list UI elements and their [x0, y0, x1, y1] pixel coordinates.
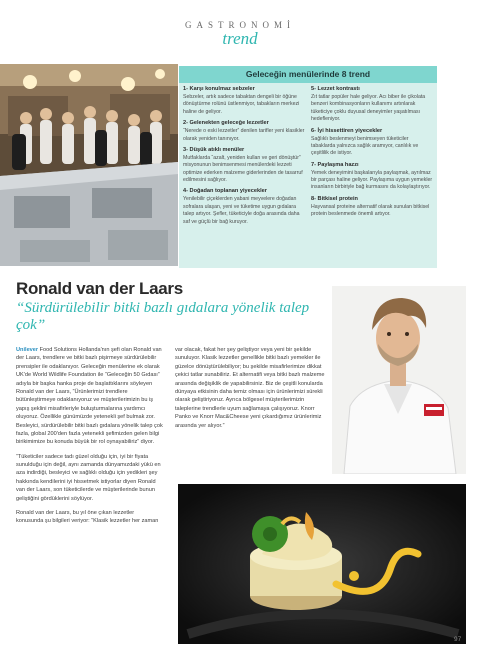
chef-portrait-photo — [332, 286, 466, 474]
masthead — [175, 20, 305, 49]
trend-item — [311, 86, 433, 124]
trend-box-title: Geleceğin menülerinde 8 trend — [179, 66, 437, 83]
trend-item-title: 2- Gelenekten geleceğe lezzetler — [183, 120, 269, 127]
trend-item-body: Yemek deneyimini başkalarıyla paylaşmak, ayrılmaz bir parçası haline geliyor. Paylaşıma uygun yemekler insanların birbiriyle bağ kurmasını da kolaylaştırıyor. — [311, 169, 433, 191]
kitchen-photo — [0, 64, 178, 266]
trend-item — [311, 162, 433, 192]
trend-item-title: 7- Paylaşma hazzı — [311, 161, 359, 168]
trend-item — [183, 86, 305, 116]
trend-item-body: Zıt tatlar popüler hale geliyor. Acı biber ile çikolata benzeri kombinasyonların kullanımı artınlarak tüketiciye çoklu duyusal deneyimler yaşatılması hedefleniyor. — [311, 94, 426, 123]
trend-item-body: Hayvansal proteine alternatif olarak sunulan bitkisel protein beslenmede önemli artıyor. — [311, 203, 430, 218]
paragraph-text: Food Solutions Hollanda'nın şefi olan Ronald van der Laars, trendlere ve bitki bazlı pişirmeye sürdürülebilir prensipler ile odaklanıyor. Geleceğin menülerine ek olarak UK'de World Wildlife Foundation ile “Geleceğin 50 Gıdası” adıyla bir başka hanka proje de başlattıklarını söyleyen Ronald van der Laars, “Ürünlerimizi trendlere bütünleştirmeye odaklanıyoruz ve müşterilerimizin bu iş yapış şeklini misafirleriyle buluşturmalarına yardımcı oluyoruz. Özellikle günümüzde yetenekli şef bulmak zor. Besleyici, sürdürülebilir bitki bazlı gıdalara yönelik talep çok fazla, global 200'den fazla yetenekli şefimizden gelen bilgi birikimimize bu konuda büyük bir rol oynayabiliriz” diyor. — [16, 347, 163, 446]
trend-item — [183, 188, 305, 226]
trend-item-title: 1- Karşı konulmaz sebzeler — [183, 86, 255, 92]
trend-item — [183, 120, 305, 143]
trend-item — [183, 147, 305, 185]
article-paragraph — [16, 346, 163, 447]
trend-item-body: Sebzeler, artık sadece tabaktan dengeli bir öğüne dönüştürme rolünü üstlenmiyor, tabakların merkezi haline de geliyor. — [183, 94, 300, 115]
lead-company: Unilever — [16, 347, 39, 353]
page-number: 97 — [454, 636, 462, 643]
trend-item-title: 4- Doğadan toplanan yiyecekler — [183, 188, 267, 195]
trend-item-title: 8- Bitkisel protein — [311, 195, 358, 202]
article-paragraph: “Tüketiciler sadece tadı güzel olduğu için, iyi bir fiyata sunulduğu için değil, aynı zamanda dünyamızdaki yükü en aza indirdiği, besleyici ve sağlıklı olduğu için yedikleri şey hakkında kendilerini iyi hissetmek istiyorlar diyen Ronald van der Laars, son tüketicilerde ve müşterilerinde bunun geliştiğini gördüklerini söylüyor. — [16, 453, 161, 502]
article-column-middle — [175, 346, 325, 436]
magazine-brand: GASTRONOMİ — [184, 20, 295, 30]
article-paragraph: Ronald van der Laars, bu yıl öne çıkan lezzetler konusunda şu bilgileri veriyor: “Klasik lezzetler her zaman — [16, 510, 159, 525]
trend-item-body: Sağlıklı beslenmeyi benimseyen tüketiciler tabaklarda yalnızca sağlık aramıyor, canlılık ve çeşitlilik de istiyor. — [311, 135, 419, 157]
trend-item-title: 5- Lezzet kontrastı — [311, 86, 360, 92]
trend-box — [179, 66, 437, 268]
trend-column-left — [183, 86, 305, 230]
trend-column-right — [311, 86, 433, 230]
dish-photo — [178, 484, 466, 644]
trend-item — [311, 128, 433, 158]
section-label: trend — [222, 29, 258, 48]
trend-item-title: 3- Düşük atıklı menüler — [183, 146, 245, 153]
trend-item-body: Yenilebilir çiçeklerden yabani meyvelere doğadan sofralara ulaşan, yeni ve tüketime uygun gıdalara talep artıyor. Şefler, tüketiciyle doğa arasında daha saf ve güçlü bir bağ kuruyor. — [183, 196, 300, 225]
article-paragraph: var olacak, fakat her şey geliştiyor veya yeni bir şekilde sunuluyor. Klasik lezzetler genellikle bitki bazlı yemekler ile güzelce dönüştürülebiliyor; bu şekilde misafirlerimize dikkat çekici tatlar sunabiliriz. Et alternatifi veya bitki bazlı malzeme arasında değişiklik de yapabilirsiniz. Biz de çeşitli konularda dünyaya etkisinin daha temiz olması için ürünlerimizi sürekli olarak geliştiriyoruz. Ayrıca bölgesel müşterilerimizin taleplerine trendlerle uyum sağlamaya çalışıyoruz. Knorr Panko ve Knorr Mac&Cheese yeni çıkardığımız ürünlerimiz arasında yer alıyor.” — [175, 347, 325, 429]
trend-item-body: “Nerede o eski lezzetler” denilen tarifler yeni klasikler olarak yeniden tanınıyor. — [183, 128, 305, 142]
trend-item-title: 6- İyi hissettiren yiyecekler — [311, 127, 383, 134]
trend-item — [311, 196, 433, 219]
trend-item-body: Mutfaklarda “azalt, yeniden kullan ve geri dönüştür” misyonunun benimsenmesi menülerdeki lezzeti optimize ederken malzeme giderlerinden de tasarruf edilmesini sağlıyor. — [183, 154, 303, 183]
article-subheadline: “Sürdürülebilir bitki bazlı gıdalara yönelik talep çok” — [16, 300, 310, 333]
article-column-left — [16, 346, 163, 532]
article-headline: Ronald van der Laars — [16, 279, 183, 298]
